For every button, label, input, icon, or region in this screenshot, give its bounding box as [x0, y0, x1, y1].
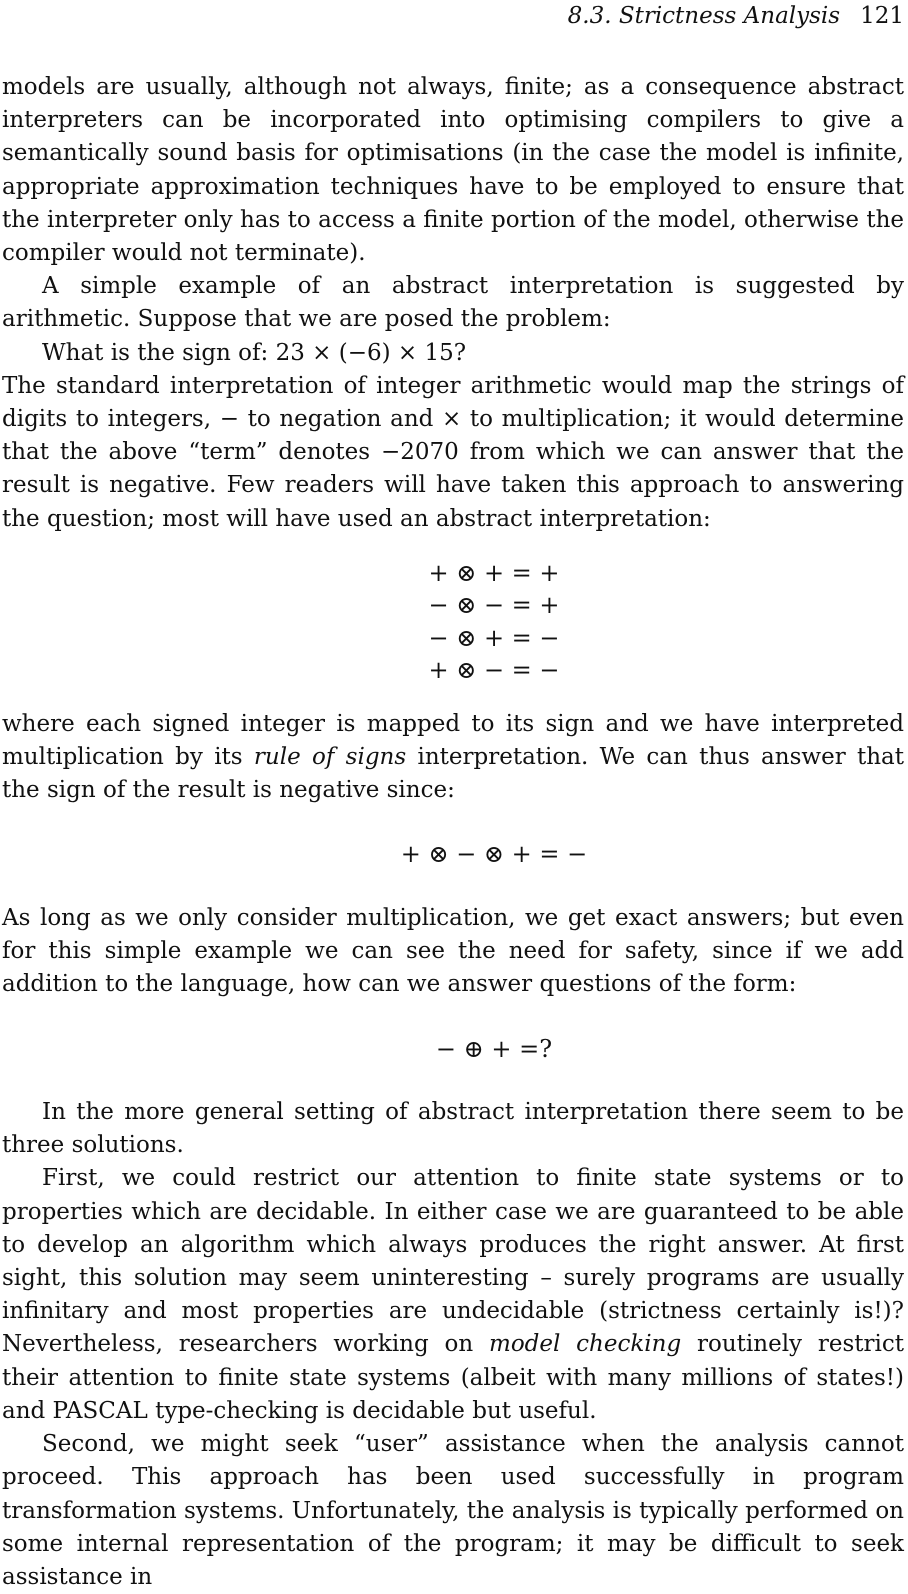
section-title: 8.3. Strictness Analysis [567, 3, 841, 29]
paragraph-second-solution: Second, we might seek “user” assistance when the analysis cannot proceed. This approach has been used successfully in program transformation systems. Unfortunately, the analysis is typically performed on some internal representation of the program; it may be difficult to seek assistance in [2, 1431, 904, 1590]
paragraph-sign-question: What is the sign of: 23 × (−6) × 15? [42, 339, 467, 366]
emphasis-model-checking: model checking [489, 1331, 682, 1358]
paragraph-rule-of-signs [2, 708, 904, 808]
paragraph-standard-interpretation: The standard interpretation of integer arithmetic would map the strings of digits to integers, − to negation and × to multiplication; it would determine that the above “term” denotes −2070 from which we can answer that the result is negative. Few readers will have taken this approach to answering the question; most will have used an abstract interpretation: [2, 372, 904, 532]
page-number: 121 [860, 3, 904, 29]
sign-rule-line: − ⊗ − = + [428, 591, 560, 620]
text-span: routinely restrict their attention to finite state systems (albeit with many millions of states!) and PASCAL type-checking is decidable but useful. [2, 1331, 904, 1424]
running-header [568, 3, 904, 29]
text-span: interpretation. We can thus answer that the sign of the result is negative since: [2, 744, 905, 804]
emphasis-rule-of-signs: rule of signs [253, 744, 407, 771]
addition-question: − ⊕ + =? [435, 1034, 553, 1063]
text-span: where each signed integer is mapped to its sign and we have interpreted multiplication by its [2, 710, 904, 771]
sign-rule-line: − ⊗ + = − [428, 623, 560, 652]
paragraph-abstract-interpreters: models are usually, although not always, finite; as a consequence abstract interpreters can be incorporated into optimising compilers to give a semantically sound basis for optimisations (in the case the model is infinite, appropriate approximation techniques have to be employed to ensure that the interpreter only has to access a finite portion of the model, otherwise the compiler would not terminate). [2, 74, 904, 267]
paragraph-safety: As long as we only consider multiplication, we get exact answers; but even for this simple example we can see the need for safety, since if we add addition to the language, how can we answer questions of the form: [2, 904, 904, 998]
paragraph-first-solution [2, 1162, 904, 1428]
product-expression: + ⊗ − ⊗ + = − [400, 840, 588, 869]
text-span: First, we could restrict our attention to finite state systems or to properties which are decidable. In either case we are guaranteed to be able to develop an algorithm which always produces the right answer. At first sight, this solution may seem uninteresting – surely programs are usually infinitary and most properties are undecidable (strictness certainly is!)? Nevertheless, researchers working on [2, 1165, 904, 1358]
sign-rule-line: + ⊗ + = + [428, 558, 560, 587]
page-body [2, 71, 904, 1594]
rule-of-signs-table [2, 557, 904, 687]
paragraph-three-solutions: In the more general setting of abstract interpretation there seem to be three solutions. [2, 1099, 904, 1159]
sign-rule-line: + ⊗ − = − [428, 656, 560, 685]
addition-display [2, 1033, 904, 1066]
product-display [2, 838, 904, 871]
paragraph-arithmetic-example: A simple example of an abstract interpretation is suggested by arithmetic. Suppose that we are posed the problem: [2, 273, 904, 333]
